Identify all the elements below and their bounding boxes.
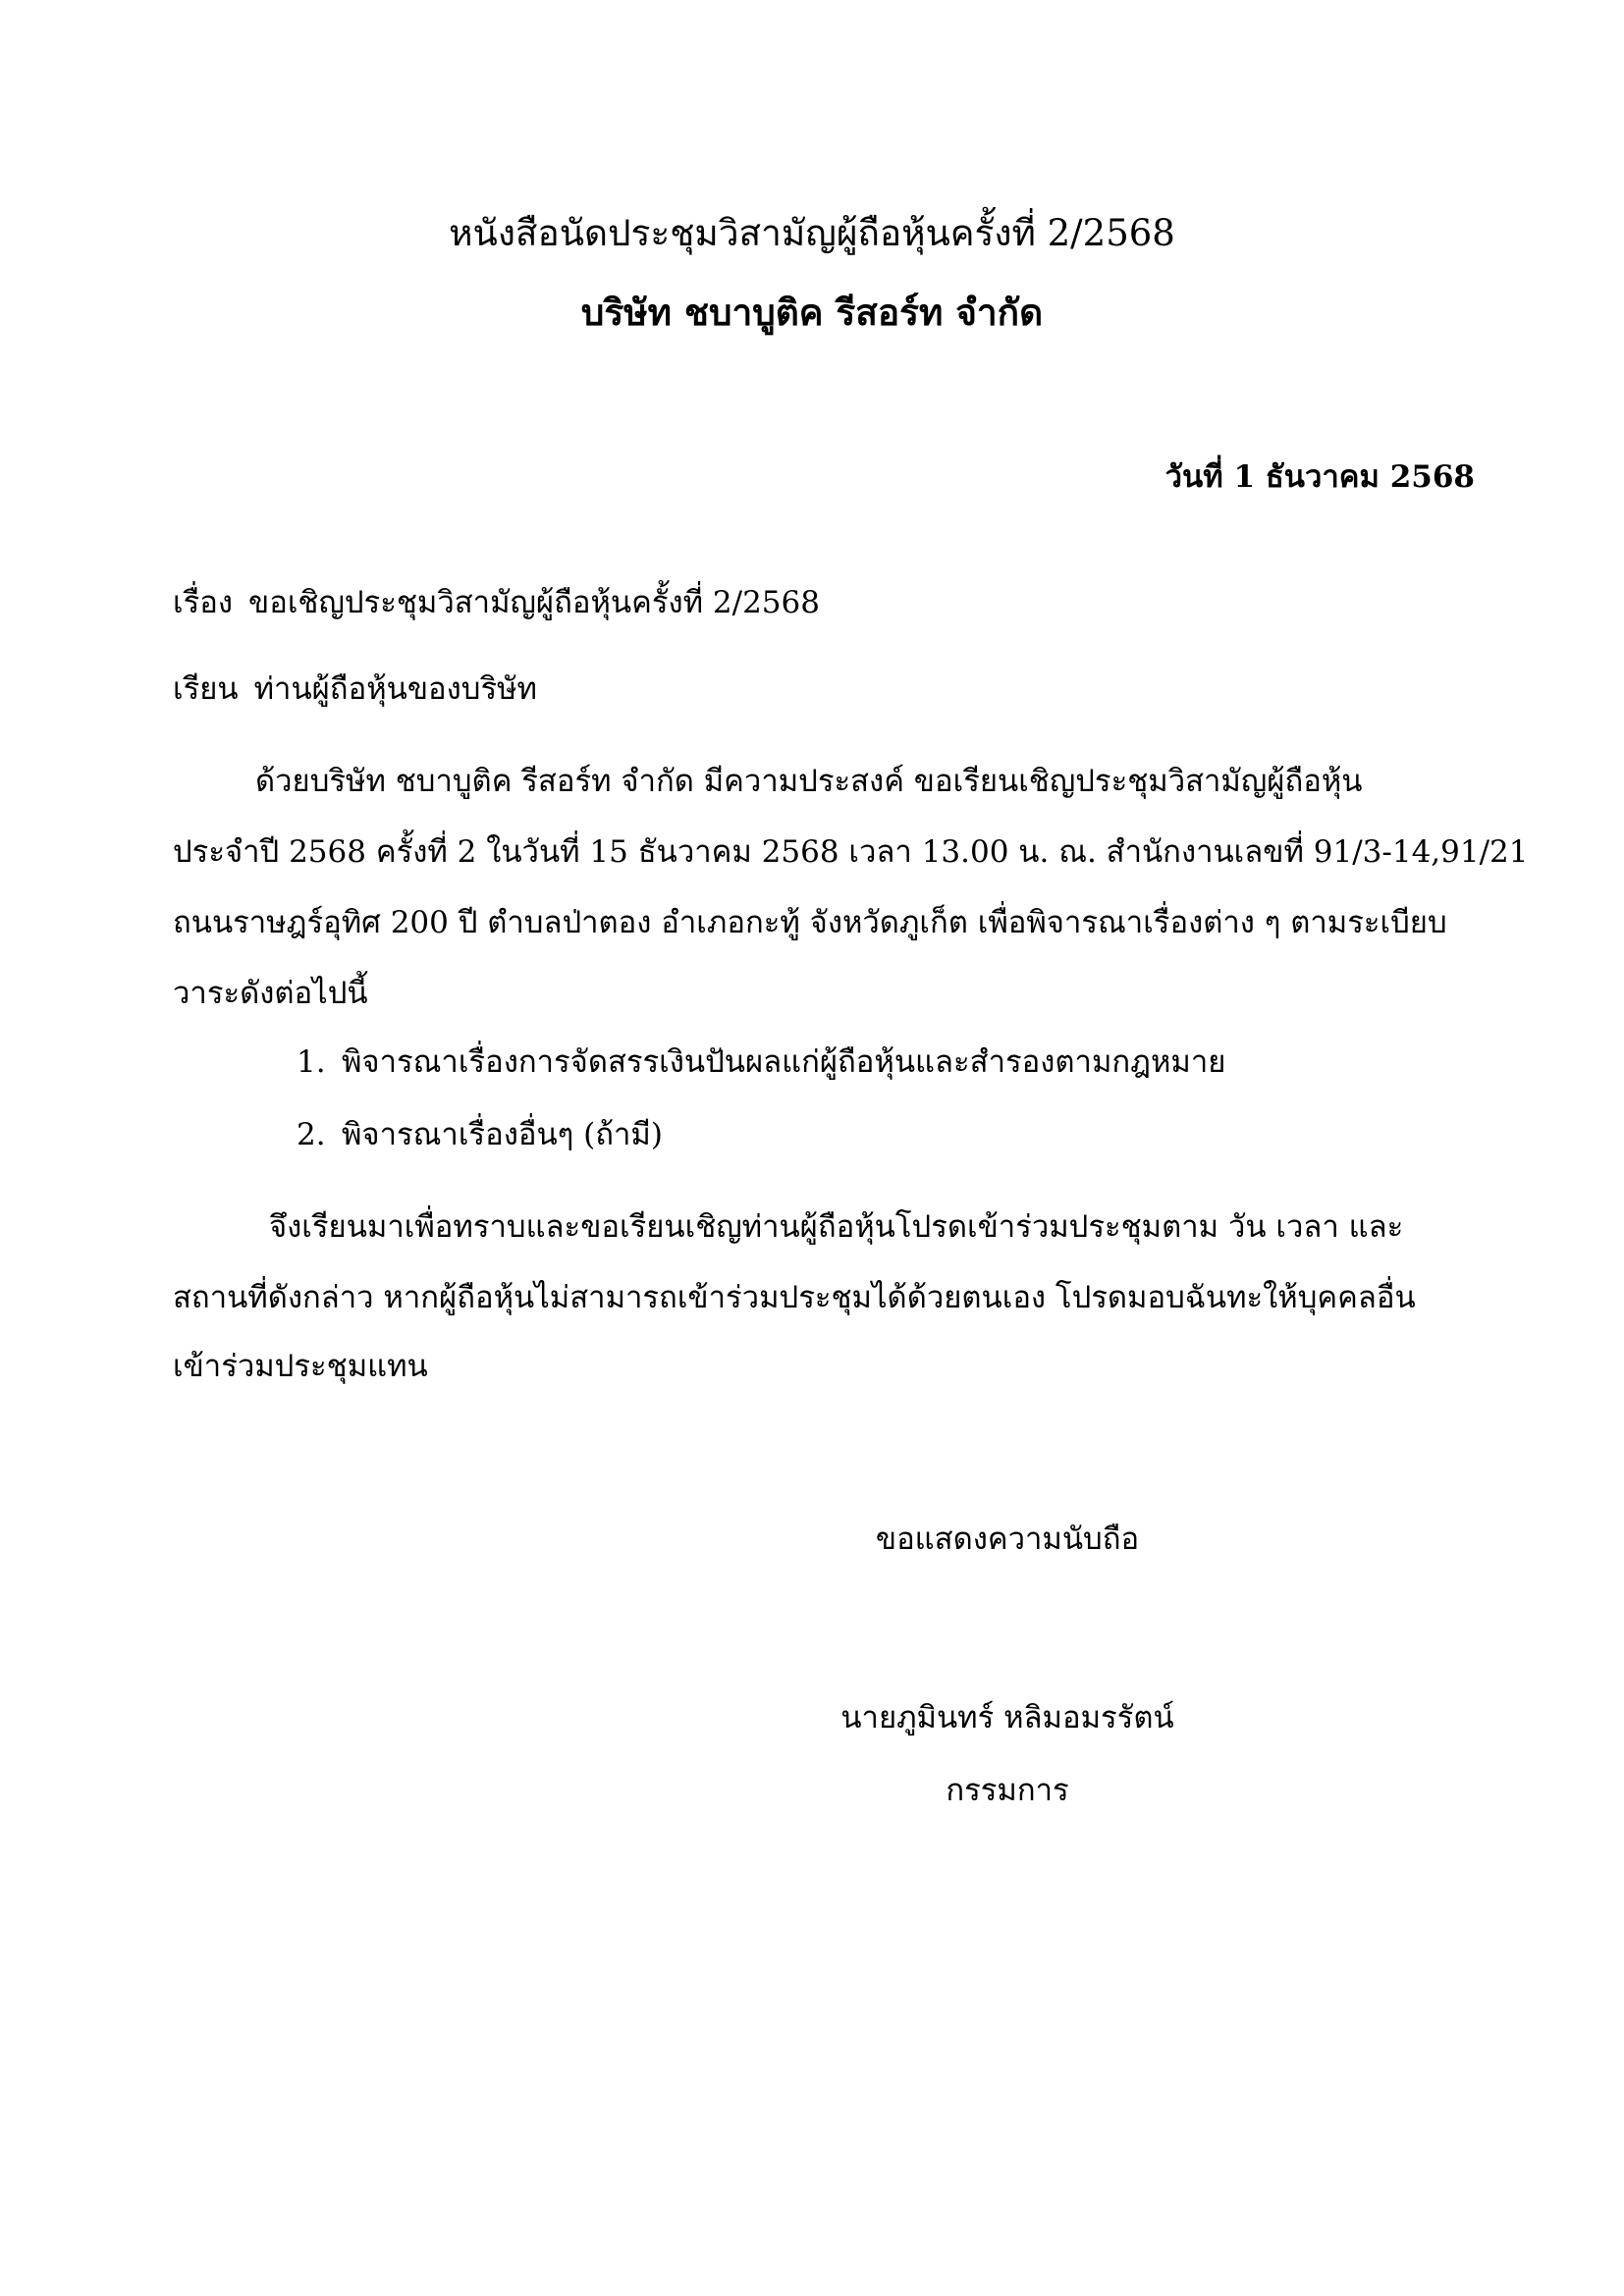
recipient-text: ท่านผู้ถือหุ้นของบริษัท [253,671,537,707]
agenda-item-number: 1. [297,1044,326,1080]
paragraph-2-line-3: เข้าร่วมประชุมแทน [173,1349,428,1384]
closing-salutation: ขอแสดงความนับถือ [875,1522,1140,1557]
agenda-item-number: 2. [297,1117,326,1152]
paragraph-1-line-4: วาระดังต่อไปนี้ [173,976,368,1011]
recipient-line [173,669,537,709]
paragraph-1-line-2: ประจำปี 2568 ครั้งที่ 2 ในวันที่ 15 ธันวาคม 2568 เวลา 13.00 น. ณ. สำนักงานเลขที่ 91/3-14,91/21 [173,834,1529,870]
paragraph-2-line-2: สถานที่ดังกล่าว หากผู้ถือหุ้นไม่สามารถเข้าร่วมประชุมได้ด้วยตนเอง โปรดมอบฉันทะให้บุคคลอื่น [173,1280,1416,1315]
agenda-item [297,1115,663,1154]
subject-line [173,583,820,622]
letter-date: วันที่ 1 ธันวาคม 2568 [1164,459,1475,495]
recipient-label: เรียน [173,671,239,707]
signatory-position: กรรมการ [946,1773,1069,1808]
agenda-item [297,1042,1225,1082]
signatory-name: นายภูมินทร์ หลิมอมรรัตน์ [840,1700,1174,1735]
document-title: หนังสือนัดประชุมวิสามัญผู้ถือหุ้นครั้งที่ 2/2568 [449,212,1175,254]
agenda-item-text: พิจารณาเรื่องการจัดสรรเงินปันผลแก่ผู้ถือหุ้นและสำรองตามกฎหมาย [342,1044,1226,1080]
company-name: บริษัท ชบาบูติค รีสอร์ท จำกัด [580,291,1044,334]
paragraph-2-line-1: จึงเรียนมาเพื่อทราบและขอเรียนเชิญท่านผู้ถือหุ้นโปรดเข้าร่วมประชุมตาม วัน เวลา และ [269,1209,1404,1245]
paragraph-1-line-3: ถนนราษฎร์อุทิศ 200 ปี ตำบลป่าตอง อำเภอกะทู้ จังหวัดภูเก็ต เพื่อพิจารณาเรื่องต่าง ๆ ตามระเบียบ [173,905,1447,940]
subject-text: ขอเชิญประชุมวิสามัญผู้ถือหุ้นครั้งที่ 2/2568 [248,585,820,620]
paragraph-1-line-1: ด้วยบริษัท ชบาบูติค รีสอร์ท จำกัด มีความประสงค์ ขอเรียนเชิญประชุมวิสามัญผู้ถือหุ้น [255,764,1363,799]
agenda-item-text: พิจารณาเรื่องอื่นๆ (ถ้ามี) [342,1117,663,1152]
subject-label: เรื่อง [173,585,234,620]
